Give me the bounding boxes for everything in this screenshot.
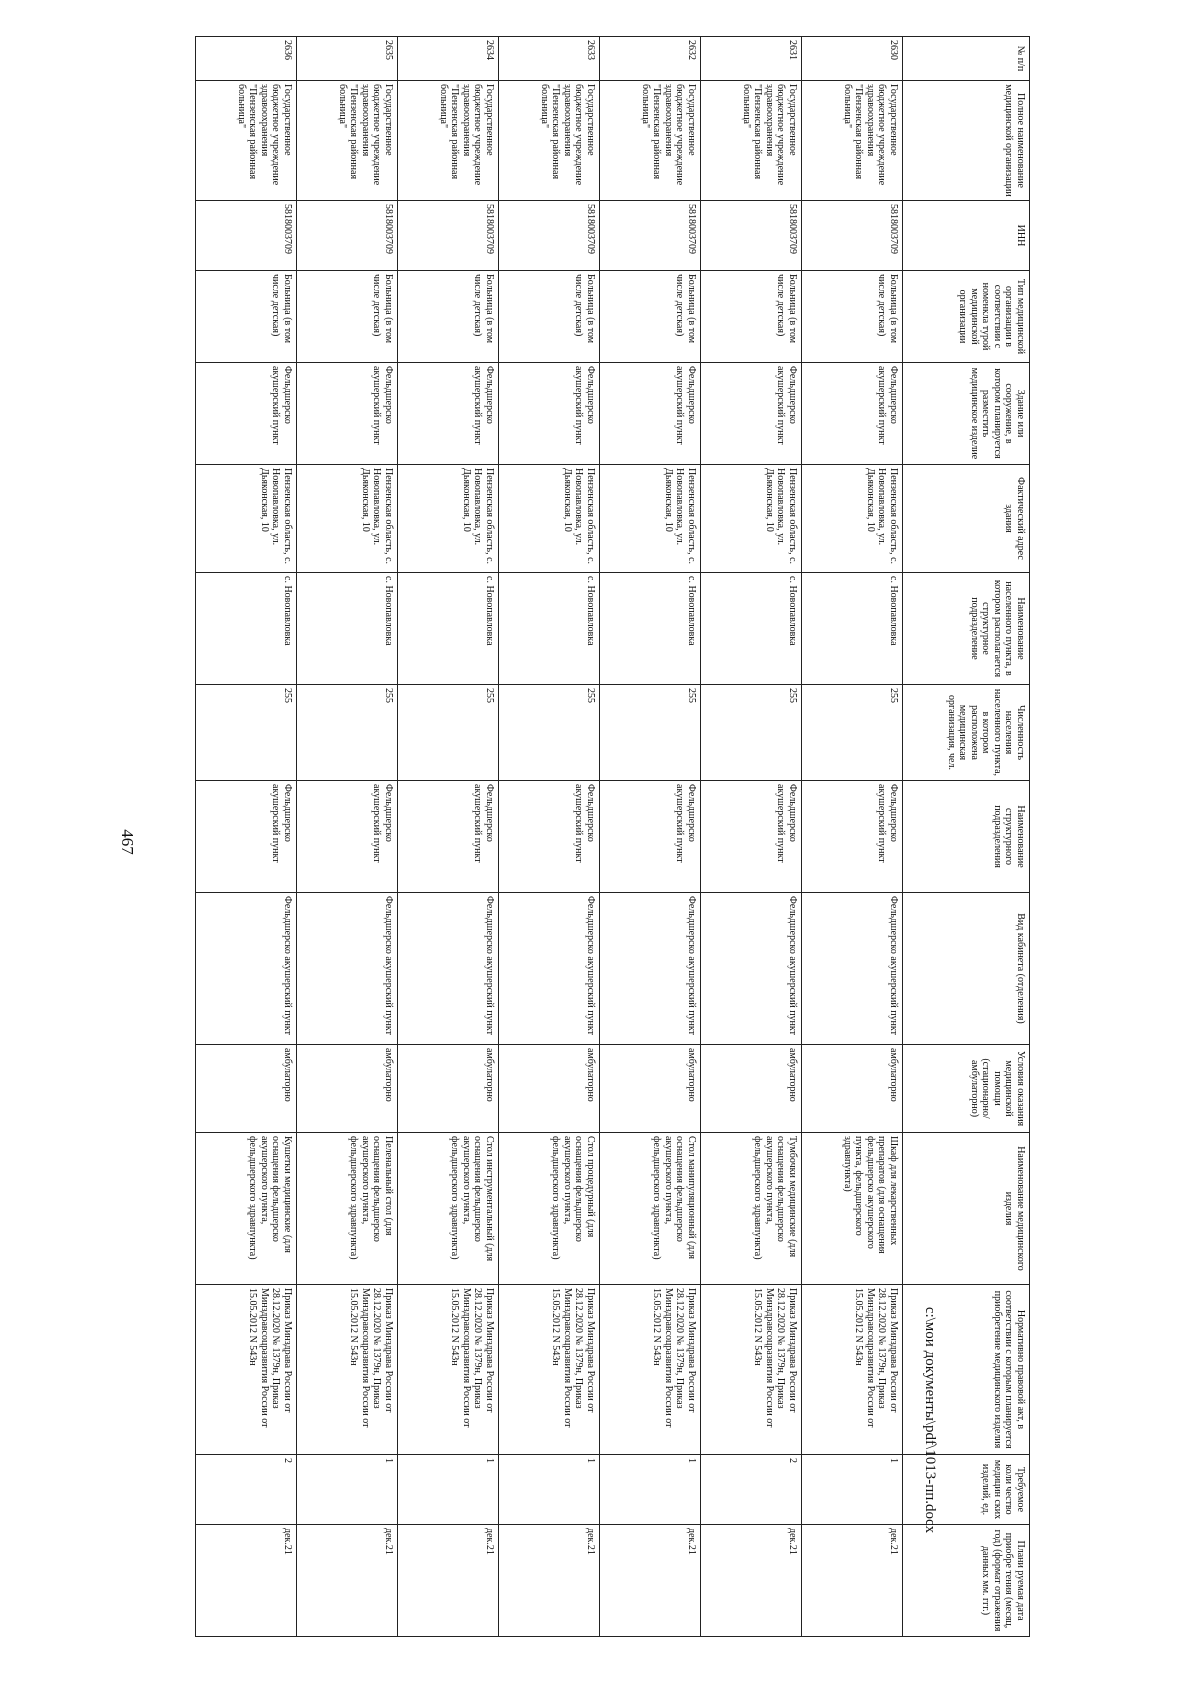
cell-address: Пензенская область, с. Новопавловка, ул. Дьяконская, 10 [600,465,701,573]
cell-population: 255 [600,685,701,781]
cell-cabinet: Фельдшерско акушерский пункт [802,893,903,1045]
cell-cabinet: Фельдшерско акушерский пункт [600,893,701,1045]
cell-num: 2633 [499,37,600,81]
page-number: 467 [118,829,137,855]
cell-org: Государственное бюджетное учреждение здравоохранения "Пензенская районная больница" [398,81,499,201]
cell-unit: Фельдшерско акушерский пункт [600,781,701,893]
cell-act: Приказ Минздрава России от 28.12.2020 № 1379н, Приказ Минздравсоцразвития России от 15.05.2012 N 543н [600,1285,701,1455]
cell-device: Кушетки медицинские (для оснащения фельдшерско акушерского пункта, фельдшерского здравпункта) [196,1133,297,1285]
cell-building: Фельдшерско акушерский пункт [196,363,297,465]
cell-inn: 5818003709 [196,201,297,271]
header-date: Плани руемая дата приобре тения (месяц, год) (формат отражения данных мм. ггг.) [903,1525,1030,1637]
equipment-table-wrapper [195,36,1030,1636]
cell-building: Фельдшерско акушерский пункт [398,363,499,465]
cell-org: Государственное бюджетное учреждение здравоохранения "Пензенская районная больница" [297,81,398,201]
cell-device: Стол манипуляционный (для оснащения фельдшерско акушерского пункта, фельдшерского здравпункта) [600,1133,701,1285]
cell-qty: 2 [701,1455,802,1525]
cell-population: 255 [196,685,297,781]
cell-type: Больница (в том числе детская) [600,271,701,363]
cell-address: Пензенская область, с. Новопавловка, ул. Дьяконская, 10 [499,465,600,573]
cell-org: Государственное бюджетное учреждение здравоохранения "Пензенская районная больница" [499,81,600,201]
header-org: Полное наименование медицинской организации [903,81,1030,201]
cell-num: 2632 [600,37,701,81]
cell-settlement: с. Новопавловка [297,573,398,685]
table-row [297,37,398,1637]
header-cabinet: Вид кабинета (отделения) [903,893,1030,1045]
equipment-table [195,36,1030,1637]
cell-date: дек.21 [297,1525,398,1637]
cell-address: Пензенская область, с. Новопавловка, ул. Дьяконская, 10 [398,465,499,573]
cell-type: Больница (в том числе детская) [701,271,802,363]
cell-org: Государственное бюджетное учреждение здравоохранения "Пензенская районная больница" [196,81,297,201]
table-row [802,37,903,1637]
header-address: Фактический адрес здания [903,465,1030,573]
cell-settlement: с. Новопавловка [196,573,297,685]
footer-file-path: c:\мои документы\pdf\1013-пп.docx [922,1306,938,1534]
cell-conditions: амбулаторно [297,1045,398,1133]
header-device: Наименование медицинского изделия [903,1133,1030,1285]
header-num: № п/п [903,37,1030,81]
cell-qty: 1 [398,1455,499,1525]
cell-building: Фельдшерско акушерский пункт [600,363,701,465]
cell-type: Больница (в том числе детская) [499,271,600,363]
cell-conditions: амбулаторно [701,1045,802,1133]
cell-date: дек.21 [600,1525,701,1637]
cell-device: Пеленальный стол (для оснащения фельдшерско акушерского пункта, фельдшерского здравпункта) [297,1133,398,1285]
cell-inn: 5818003709 [701,201,802,271]
cell-date: дек.21 [499,1525,600,1637]
cell-qty: 1 [499,1455,600,1525]
cell-qty: 1 [802,1455,903,1525]
cell-org: Государственное бюджетное учреждение здравоохранения "Пензенская районная больница" [802,81,903,201]
cell-building: Фельдшерско акушерский пункт [701,363,802,465]
cell-device: Шкаф для лекарственных препаратов (для оснащения фельдшерско акушерского пункта, фельдшерского здравпункта) [802,1133,903,1285]
cell-device: Тумбочки медицинские (для оснащения фельдшерско акушерского пункта, фельдшерского здравпункта) [701,1133,802,1285]
cell-address: Пензенская область, с. Новопавловка, ул. Дьяконская, 10 [701,465,802,573]
header-qty: Требуемое коли чество медицин ских изделий, ед. [903,1455,1030,1525]
cell-conditions: амбулаторно [802,1045,903,1133]
cell-org: Государственное бюджетное учреждение здравоохранения "Пензенская районная больница" [600,81,701,201]
cell-cabinet: Фельдшерско акушерский пункт [499,893,600,1045]
cell-unit: Фельдшерско акушерский пункт [802,781,903,893]
cell-qty: 1 [600,1455,701,1525]
cell-act: Приказ Минздрава России от 28.12.2020 № 1379н, Приказ Минздравсоцразвития России от 15.05.2012 N 543н [398,1285,499,1455]
table-row [398,37,499,1637]
cell-population: 255 [802,685,903,781]
table-row [499,37,600,1637]
cell-unit: Фельдшерско акушерский пункт [499,781,600,893]
cell-inn: 5818003709 [802,201,903,271]
cell-inn: 5818003709 [297,201,398,271]
cell-cabinet: Фельдшерско акушерский пункт [297,893,398,1045]
header-inn: ИНН [903,201,1030,271]
cell-cabinet: Фельдшерско акушерский пункт [196,893,297,1045]
cell-act: Приказ Минздрава России от 28.12.2020 № 1379н, Приказ Минздравсоцразвития России от 15.05.2012 N 543н [499,1285,600,1455]
cell-building: Фельдшерско акушерский пункт [499,363,600,465]
cell-act: Приказ Минздрава России от 28.12.2020 № 1379н, Приказ Минздравсоцразвития России от 15.05.2012 N 543н [701,1285,802,1455]
cell-num: 2630 [802,37,903,81]
cell-population: 255 [701,685,802,781]
header-act: Нормативно правовой акт, в соответствии с которым планируется приобретение медицинского изделия [903,1285,1030,1455]
cell-conditions: амбулаторно [196,1045,297,1133]
cell-address: Пензенская область, с. Новопавловка, ул. Дьяконская, 10 [297,465,398,573]
cell-cabinet: Фельдшерско акушерский пункт [398,893,499,1045]
cell-act: Приказ Минздрава России от 28.12.2020 № 1379н, Приказ Минздравсоцразвития России от 15.05.2012 N 543н [297,1285,398,1455]
cell-conditions: амбулаторно [600,1045,701,1133]
cell-conditions: амбулаторно [398,1045,499,1133]
cell-device: Стол инструментальный (для оснащения фельдшерско акушерского пункта, фельдшерского здравпункта) [398,1133,499,1285]
header-building: Здание или сооружение, в котором планируется разместить медицинское изделие [903,363,1030,465]
table-row [600,37,701,1637]
cell-settlement: с. Новопавловка [701,573,802,685]
cell-settlement: с. Новопавловка [802,573,903,685]
cell-num: 2636 [196,37,297,81]
cell-org: Государственное бюджетное учреждение здравоохранения "Пензенская районная больница" [701,81,802,201]
header-type: Тип медицинской организации в соответствии с номенкла турой медицинской организации [903,271,1030,363]
cell-unit: Фельдшерско акушерский пункт [398,781,499,893]
cell-unit: Фельдшерско акушерский пункт [297,781,398,893]
cell-type: Больница (в том числе детская) [196,271,297,363]
cell-date: дек.21 [196,1525,297,1637]
table-row [701,37,802,1637]
cell-building: Фельдшерско акушерский пункт [802,363,903,465]
header-conditions: Условия оказания медицинской помощи (стационарно/ амбулаторно) [903,1045,1030,1133]
header-settlement: Наименование населенного пункта, в котором располагается структурное подразделение [903,573,1030,685]
cell-address: Пензенская область, с. Новопавловка, ул. Дьяконская, 10 [196,465,297,573]
cell-type: Больница (в том числе детская) [802,271,903,363]
cell-building: Фельдшерско акушерский пункт [297,363,398,465]
cell-cabinet: Фельдшерско акушерский пункт [701,893,802,1045]
cell-settlement: с. Новопавловка [398,573,499,685]
cell-unit: Фельдшерско акушерский пункт [196,781,297,893]
cell-date: дек.21 [701,1525,802,1637]
cell-qty: 1 [297,1455,398,1525]
cell-act: Приказ Минздрава России от 28.12.2020 № 1379н, Приказ Минздравсоцразвития России от 15.05.2012 N 543н [196,1285,297,1455]
cell-inn: 5818003709 [499,201,600,271]
cell-conditions: амбулаторно [499,1045,600,1133]
cell-type: Больница (в том числе детская) [297,271,398,363]
cell-device: Стол процедурный (для оснащения фельдшерско акушерского пункта, фельдшерского здравпункта) [499,1133,600,1285]
header-population: Численность населения населенного пункта, в котором расположена медицинская организация, чел. [903,685,1030,781]
cell-population: 255 [398,685,499,781]
cell-settlement: с. Новопавловка [499,573,600,685]
cell-num: 2634 [398,37,499,81]
cell-type: Больница (в том числе детская) [398,271,499,363]
cell-qty: 2 [196,1455,297,1525]
cell-inn: 5818003709 [398,201,499,271]
cell-inn: 5818003709 [600,201,701,271]
cell-date: дек.21 [398,1525,499,1637]
cell-unit: Фельдшерско акушерский пункт [701,781,802,893]
cell-num: 2635 [297,37,398,81]
cell-settlement: с. Новопавловка [600,573,701,685]
cell-date: дек.21 [802,1525,903,1637]
header-unit: Наименование структурного подразделения [903,781,1030,893]
cell-num: 2631 [701,37,802,81]
table-row [196,37,297,1637]
cell-population: 255 [297,685,398,781]
cell-population: 255 [499,685,600,781]
cell-address: Пензенская область, с. Новопавловка, ул. Дьяконская, 10 [802,465,903,573]
cell-act: Приказ Минздрава России от 28.12.2020 № 1379н, Приказ Минздравсоцразвития России от 15.05.2012 N 543н [802,1285,903,1455]
